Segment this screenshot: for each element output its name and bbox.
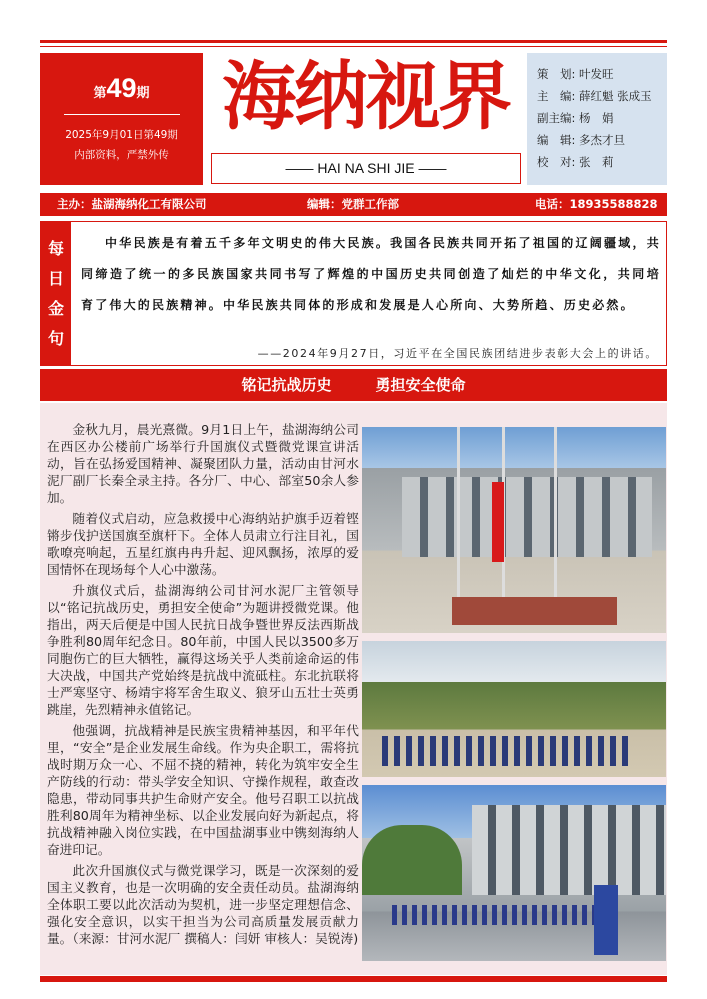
photo-assembly xyxy=(362,641,666,777)
paragraph: 随着仪式启动，应急救援中心海纳站护旗手迈着铿锵步伐护送国旗至旗杆下。全体人员肃立行注目礼，国歌嘹亮响起，五星红旗冉冉升起、迎风飘扬，浓厚的爱国情怀在现场每个人心中激荡。 xyxy=(47,511,359,577)
top-rule xyxy=(40,40,667,43)
newsletter-pinyin: —— HAI NA SHI JIE —— xyxy=(211,153,521,184)
staff-line: 策 划: 叶发旺 xyxy=(537,67,614,81)
bottom-rule xyxy=(40,976,667,982)
photo-flag-raising xyxy=(362,427,666,633)
quote-text: 中华民族是有着五千多年文明史的伟大民族。我国各民族共同开拓了祖国的辽阔疆域，共同缔造了统一的多民族国家共同书写了辉煌的中国历史共同创造了灿烂的中华文化，共同培育了伟大的民族精神。中华民族共同体的形成和发展是人心所向、大势所趋、历史必然。 xyxy=(81,236,661,312)
daily-quote-label: 每 日 金 句 xyxy=(41,222,71,365)
top-rule-thin xyxy=(40,46,667,47)
staff-line: 主 编: 薛红魁 张成玉 xyxy=(537,89,652,103)
info-bar xyxy=(40,193,667,216)
paragraph: 升旗仪式后，盐湖海纳公司甘河水泥厂主管领导以“铭记抗战历史，勇担安全使命”为题讲授微党课。他指出，两天后便是中国人民抗日战争暨世界反法西斯战争胜利80周年纪念日。80年前，中国人民以3500多万同胞伤亡的巨大牺牲，赢得这场关乎人类前途命运的伟大决战，中国共产党始终是抗战中流砥柱。东北抗联将士严寒坚守、杨靖宇将军舍生取义、狼牙山五壮士英勇跳崖，先烈精神永值铭记。 xyxy=(47,583,359,717)
article xyxy=(40,403,667,975)
paragraph: 金秋九月，晨光熹微。9月1日上午，盐湖海纳公司在西区办公楼前广场举行升国旗仪式暨微党课宣讲活动，旨在弘扬爱国精神、凝聚团队力量，活动由甘河水泥厂副厂长秦全录主持。各分厂、中心、部室50余人参加。 xyxy=(47,422,359,505)
issue-date: 2025年9月01日第49期 xyxy=(65,129,178,141)
newsletter-title: 海纳视界 xyxy=(222,54,510,140)
editor-dept: 编辑：党群工作部 xyxy=(307,197,399,211)
paragraph: 此次升国旗仪式与微党课学习，既是一次深刻的爱国主义教育，也是一次明确的安全责任动员。盐湖海纳全体职工要以此次活动为契机，进一步坚定理想信念、强化安全意识，以实干担当为公司高质量发展贡献力量。（来源：甘河水泥厂 撰稿人：闫妍 审核人：吴锐涛) xyxy=(47,863,359,946)
staff-line: 校 对: 张 莉 xyxy=(537,155,614,169)
issue-notice: 内部资料，严禁外传 xyxy=(74,149,169,161)
sponsor: 主办：盐湖海纳化工有限公司 xyxy=(57,197,207,211)
phone: 电话：18935588828 xyxy=(535,197,658,211)
quote-source: ——2024年9月27日，习近平在全国民族团结进步表彰大会上的讲话。 xyxy=(257,347,658,360)
article-headline: 铭记抗战历史 勇担安全使命 xyxy=(40,369,667,401)
paragraph: 他强调，抗战精神是民族宝贵精神基因，和平年代里，“安全”是企业发展生命线。作为央企职工，需将抗战时期万众一心、不屈不挠的精神，转化为筑牢安全生产防线的行动：带头学安全知识、守操作规程，敢查改隐患，带动同事共护生命财产安全。他号召职工以抗战胜利80周年为精神坐标、以企业发展向好为新起点，将抗战精神融入岗位实践，在中国盐湖事业中镌刻海纳人奋进印记。 xyxy=(47,723,359,857)
staff-line: 副主编: 杨 娟 xyxy=(537,111,614,125)
staff-line: 编 辑: 多杰才旦 xyxy=(537,133,626,147)
article-body xyxy=(47,421,359,951)
staff-box xyxy=(527,53,667,185)
issue-number: 第49期 xyxy=(93,73,150,103)
issue-box xyxy=(40,53,203,185)
daily-quote-box xyxy=(40,221,667,366)
photo-lecture xyxy=(362,785,666,961)
